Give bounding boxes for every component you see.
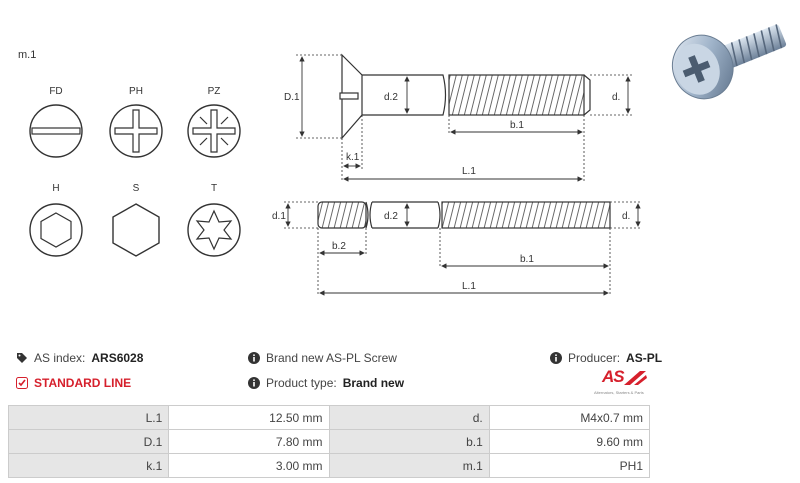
product-type: [248, 376, 404, 390]
drive-fd-label: FD: [49, 86, 63, 97]
drive-fd-icon: [30, 86, 82, 157]
logo-brand: AS: [602, 367, 624, 386]
dim-top-d1: D.1: [284, 92, 300, 103]
table-row: [9, 430, 650, 454]
spec-value: 7.80 mm: [169, 430, 329, 454]
table-row: [9, 406, 650, 430]
dim-top-b1: b.1: [510, 120, 524, 131]
spec-table: [8, 405, 650, 478]
spec-value: 12.50 mm: [169, 406, 329, 430]
spec-label: D.1: [9, 430, 169, 454]
dim-top-d2: d.2: [384, 92, 398, 103]
as-index-label: AS index:: [34, 351, 86, 365]
dim-top-k1: k.1: [346, 152, 360, 163]
drive-t-icon: [188, 183, 240, 256]
info-icon: [550, 352, 562, 364]
drive-pz-label: PZ: [207, 86, 221, 97]
section-label: m.1: [18, 49, 37, 61]
spec-value: 9.60 mm: [489, 430, 649, 454]
spec-label: b.1: [329, 430, 489, 454]
as-index: [16, 351, 143, 365]
standard-line: [16, 376, 131, 390]
info-icon: [248, 377, 260, 389]
logo-swoosh-icon: [622, 369, 648, 387]
dim-bottom-d1: d.1: [272, 211, 286, 222]
drive-ph-label: PH: [129, 86, 143, 97]
as-pl-logo: [594, 367, 654, 401]
dim-top-l1: L.1: [462, 166, 476, 177]
dim-bottom-b2: b.2: [332, 241, 346, 252]
description: [248, 351, 397, 365]
drive-s-label: S: [132, 183, 140, 194]
producer: [550, 351, 662, 365]
spec-label: L.1: [9, 406, 169, 430]
dim-top-d: d.: [612, 92, 621, 103]
product-photo[interactable]: [655, 8, 795, 108]
spec-label: k.1: [9, 454, 169, 478]
standard-line-label: STANDARD LINE: [34, 376, 132, 390]
producer-value: AS-PL: [626, 351, 663, 365]
spec-value: M4x0.7 mm: [489, 406, 649, 430]
spec-value: 3.00 mm: [169, 454, 329, 478]
info-icon: [248, 352, 260, 364]
as-index-value: ARS6028: [91, 351, 144, 365]
tag-icon: [16, 352, 28, 364]
spec-value: PH1: [489, 454, 649, 478]
table-row: [9, 454, 650, 478]
product-type-value: Brand new: [342, 376, 405, 390]
spec-label: d.: [329, 406, 489, 430]
dim-bottom-d: d.: [622, 211, 631, 222]
logo-tagline: Alternators, Starters & Parts: [594, 390, 644, 395]
dim-bottom-b1: b.1: [520, 254, 534, 265]
drive-h-label: H: [52, 183, 60, 194]
drive-h-icon: [30, 183, 82, 256]
drive-pz-icon: [188, 86, 240, 157]
spec-label: m.1: [329, 454, 489, 478]
drive-t-label: T: [210, 183, 218, 194]
producer-label: Producer:: [568, 351, 621, 365]
drive-s-icon: [113, 183, 159, 256]
product-type-label: Product type:: [266, 376, 337, 390]
drive-ph-icon: [110, 86, 162, 157]
description-text: Brand new AS-PL Screw: [266, 351, 397, 365]
dim-bottom-d2: d.2: [384, 211, 398, 222]
dim-bottom-l1: L.1: [462, 281, 476, 292]
checkbox-checked-icon: [16, 377, 28, 389]
product-info: [0, 345, 800, 405]
